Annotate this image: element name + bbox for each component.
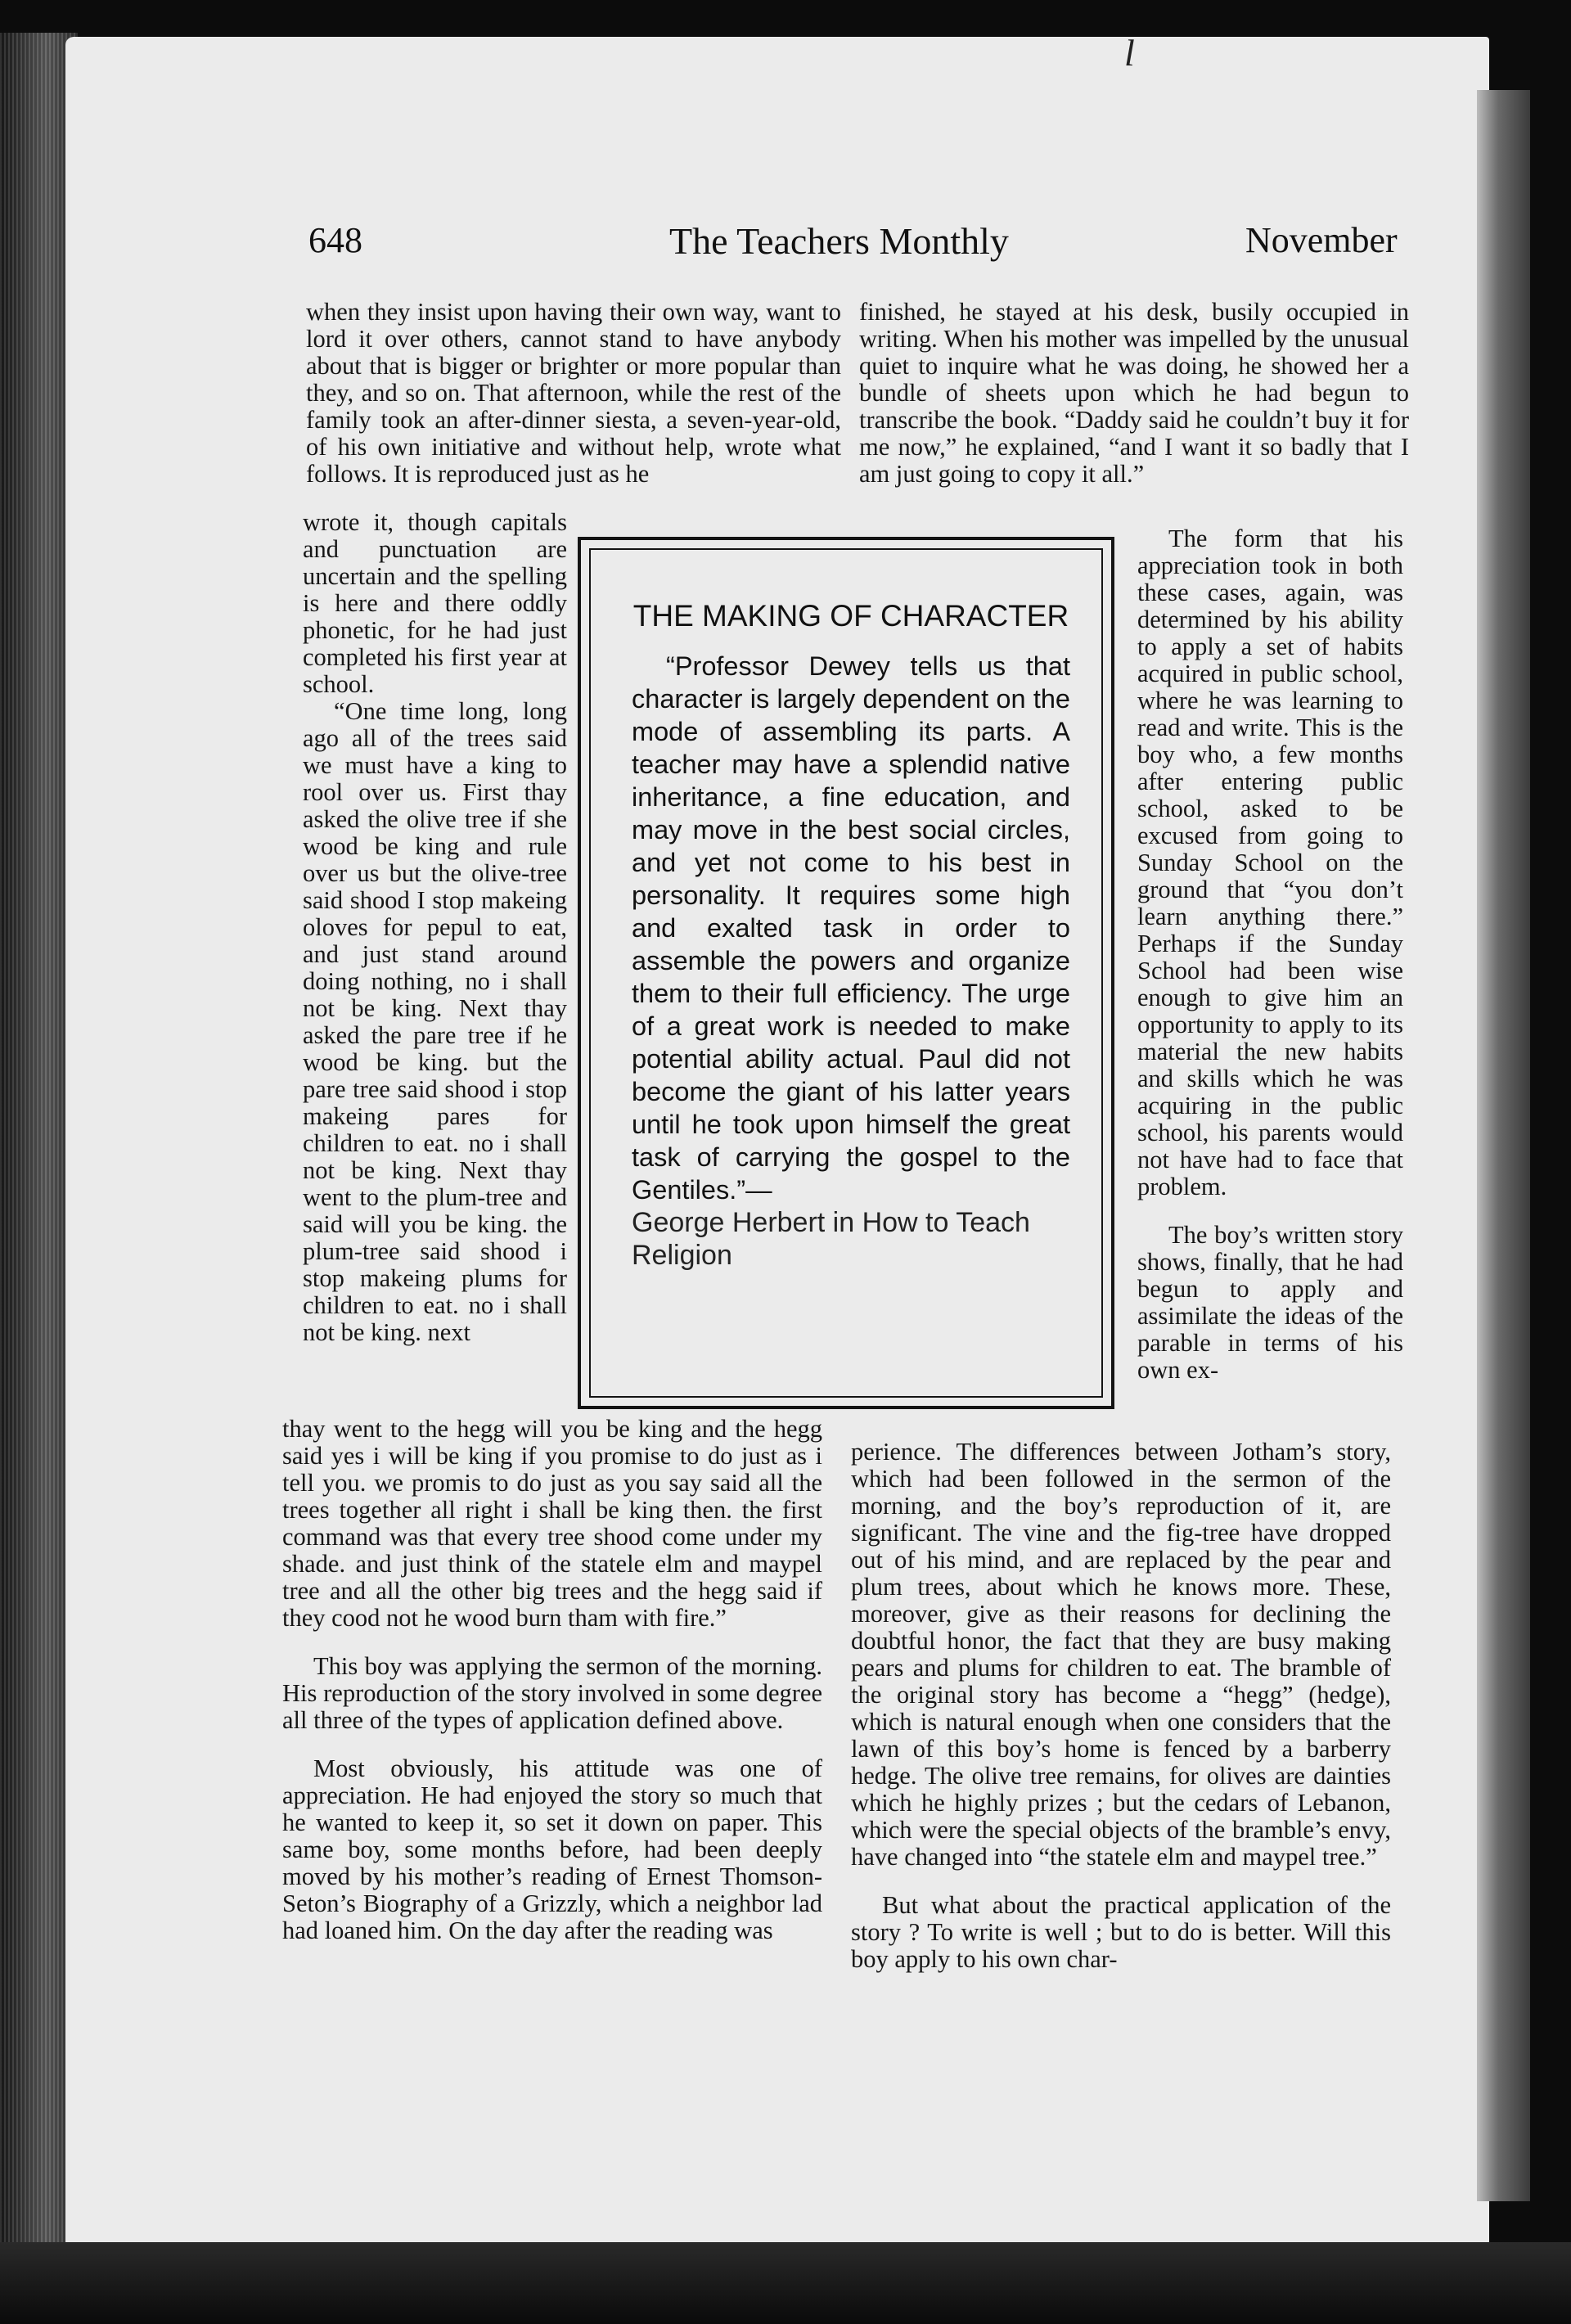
paragraph: Most obviously, his attitude was one of appreciation. He had enjoyed the story so much that he wanted to keep it, so set it down on paper. This same boy, some months before, had been deeply moved by his mother’s reading of Ernest Thomson-Seton’s Biography of a Grizzly, which a neighbor lad had loaned him. On the day after the reading was	[282, 1754, 822, 1944]
paragraph: when they insist upon having their own way, want to lord it over others, cannot stand to have anybody about that is bigger or brighter or more popular than they, and so on. That afternoon, while the rest of the family took an after-dinner siesta, a seven-year-old, of his own initiative and without help, wrote what follows. It is reproduced just as he	[306, 298, 841, 488]
left-column-bottom	[282, 1416, 822, 1944]
child-story-quote-end: thay went to the hegg will you be king and the hegg said yes i will be king if you promise to do just as i tell you. we promis to do just as you say said all the trees together all right i shall be king then. the first command was that every tree shood come under my shade. and just think of the statele elm and maypel tree and all the other big trees and the hegg said if they cood not he wood burn tham with fire.”	[282, 1415, 822, 1632]
sidebar-box	[578, 537, 1114, 1409]
paragraph: wrote it, though capitals and punctuation are uncertain and the spelling is here and there oddly phonetic, for he had just completed his first year at school.	[303, 508, 567, 698]
sidebar-inner-frame	[589, 548, 1103, 1398]
paragraph: perience. The differences between Jotham’s story, which had been followed in the sermon of the morning, and the boy’s reproduction of it, are significant. The vine and the fig-tree have dropped out of his mind, and are replaced by the pear and plum trees, about which he knows more. These, moreover, give as their reasons for declining the doubtful honor, the fact that they are busy making pears and plums for children to eat. The bramble of the original story has become a “hegg” (hedge), which is natural enough when one considers that the lawn of this boy’s home is fenced by a barberry hedge. The olive tree remains, for olives are dainties which he highly prizes ; but the cedars of Lebanon, which were the special objects of the bramble’s envy, have changed into “the statele elm and maypel tree.”	[851, 1438, 1391, 1871]
running-title: The Teachers Monthly	[669, 220, 1009, 262]
right-column-bottom	[851, 1439, 1391, 1973]
page-number: 648	[308, 220, 362, 260]
margin-mark: l	[1124, 32, 1135, 74]
paragraph: But what about the practical application of the story ? To write is well ; but to do is better. Will this boy apply to his own char-	[851, 1891, 1391, 1973]
issue-month: November	[1245, 220, 1398, 260]
paragraph: The boy’s written story shows, finally, that he had begun to apply and assimilate the ideas of the parable in terms of his own ex-	[1137, 1221, 1403, 1384]
sidebar-title: THE MAKING OF CHARACTER	[632, 599, 1069, 633]
right-column-top	[859, 299, 1409, 488]
child-story-quote: “One time long, long ago all of the trees said we must have a king to rool over us. First thay asked the olive tree if she wood be king and rule over us but the olive-tree said shood I stop makeing oloves for pepul to eat, and just stand around doing nothing, no i shall not be king. Next thay asked the pare tree if he wood be king. but the pare tree said shood i stop makeing pares for children to eat. no i shall not be king. Next thay went to the plum-tree and said will you be king. the plum-tree said shood i stop makeing plums for children to eat. no i shall not be king. next	[303, 697, 567, 1346]
left-column-narrow	[303, 509, 567, 1346]
right-column-narrow	[1137, 525, 1403, 1384]
sidebar-source: George Herbert in How to Teach Religion	[632, 1207, 1030, 1271]
sidebar-quote: “Professor Dewey tells us that character is largely dependent on the mode of assembling its parts. A teacher may have a splendid native inheritance, a fine education, and may move in the best social circles, and yet not come to his best in personality. It requires some high and exalted task in order to assemble the powers and organize them to their full efficiency. The urge of a great work is needed to make potential ability actual. Paul did not become the giant of his latter years until he took upon himself the great task of carrying the gospel to the Gentiles.”—	[632, 651, 1070, 1205]
paragraph: The form that his appreciation took in both these cases, again, was determined by his ability to apply a set of habits acquired in public school, where he was learning to read and write. This is the boy who, a few months after entering public school, asked to be excused from going to Sunday School on the ground that “you don’t learn anything there.” Perhaps if the Sunday School had been wise enough to give him an opportunity to apply to its material the new habits and skills which he was acquiring in the public school, his parents would not have had to face that problem.	[1137, 525, 1403, 1200]
paragraph: finished, he stayed at his desk, busily occupied in writing. When his mother was impelled by the unusual quiet to inquire what he was doing, he showed her a bundle of sheets upon which he had begun to transcribe the book. “Daddy said he couldn’t buy it for me now,” he explained, “and I want it so badly that I am just going to copy it all.”	[859, 298, 1409, 488]
paragraph: This boy was applying the sermon of the morning. His reproduction of the story involved in some degree all three of the types of application defined above.	[282, 1652, 822, 1734]
left-column-top	[306, 299, 841, 488]
page-edge-shadow	[1477, 90, 1530, 2201]
scan-bottom-border	[0, 2242, 1571, 2324]
